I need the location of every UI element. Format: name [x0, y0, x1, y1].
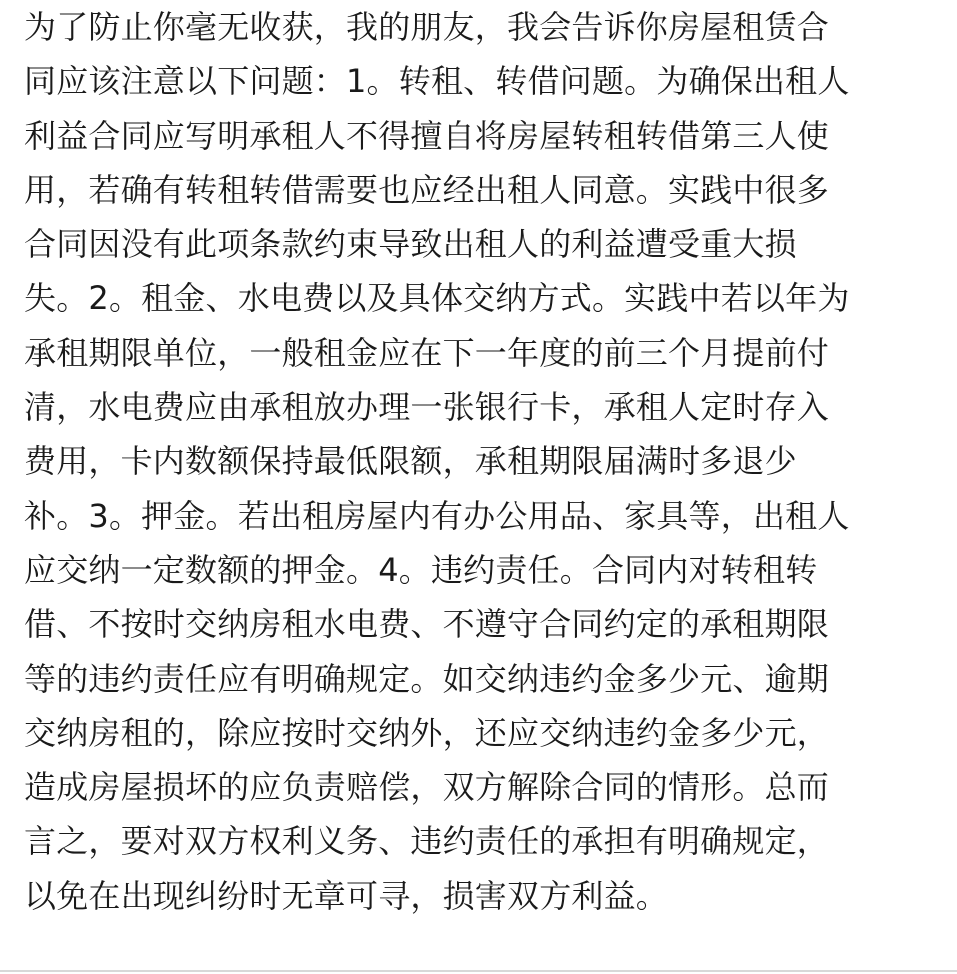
text-line: 承租期限单位，一般租金应在下一年度的前三个月提前付 — [24, 333, 830, 372]
text-line: 造成房屋损坏的应负责赔偿，双方解除合同的情形。总而 — [24, 768, 830, 807]
text-line: 清，水电费应由承租放办理一张银行卡，承租人定时存入 — [24, 388, 830, 427]
text-line: 等的违约责任应有明确规定。如交纳违约金多少元、逾期 — [24, 659, 830, 698]
article-body — [24, 0, 944, 923]
text-line: 合同因没有此项条款约束导致出租人的利益遭受重大损 — [24, 225, 797, 264]
text-line: 以免在出现纠纷时无章可寻，损害双方利益。 — [24, 876, 669, 915]
text-line: 交纳房租的，除应按时交纳外，还应交纳违约金多少元， — [24, 713, 830, 752]
text-line: 用，若确有转租转借需要也应经出租人同意。实践中很多 — [24, 170, 830, 209]
text-line: 应交纳一定数额的押金。4。违约责任。合同内对转租转 — [24, 550, 818, 589]
text-line: 失。2。租金、水电费以及具体交纳方式。实践中若以年为 — [24, 279, 850, 318]
text-line: 补。3。押金。若出租房屋内有办公用品、家具等，出租人 — [24, 496, 850, 535]
text-line: 费用，卡内数额保持最低限额，承租期限届满时多退少 — [24, 442, 797, 481]
bottom-divider — [0, 970, 957, 972]
text-line: 同应该注意以下问题：1。转租、转借问题。为确保出租人 — [24, 62, 850, 101]
text-line: 利益合同应写明承租人不得擅自将房屋转租转借第三人使 — [24, 116, 830, 155]
text-line: 为了防止你毫无收获，我的朋友，我会告诉你房屋租赁合 — [24, 8, 830, 46]
text-line: 借、不按时交纳房租水电费、不遵守合同约定的承租期限 — [24, 605, 830, 644]
text-line: 言之，要对双方权利义务、违约责任的承担有明确规定， — [24, 822, 830, 861]
